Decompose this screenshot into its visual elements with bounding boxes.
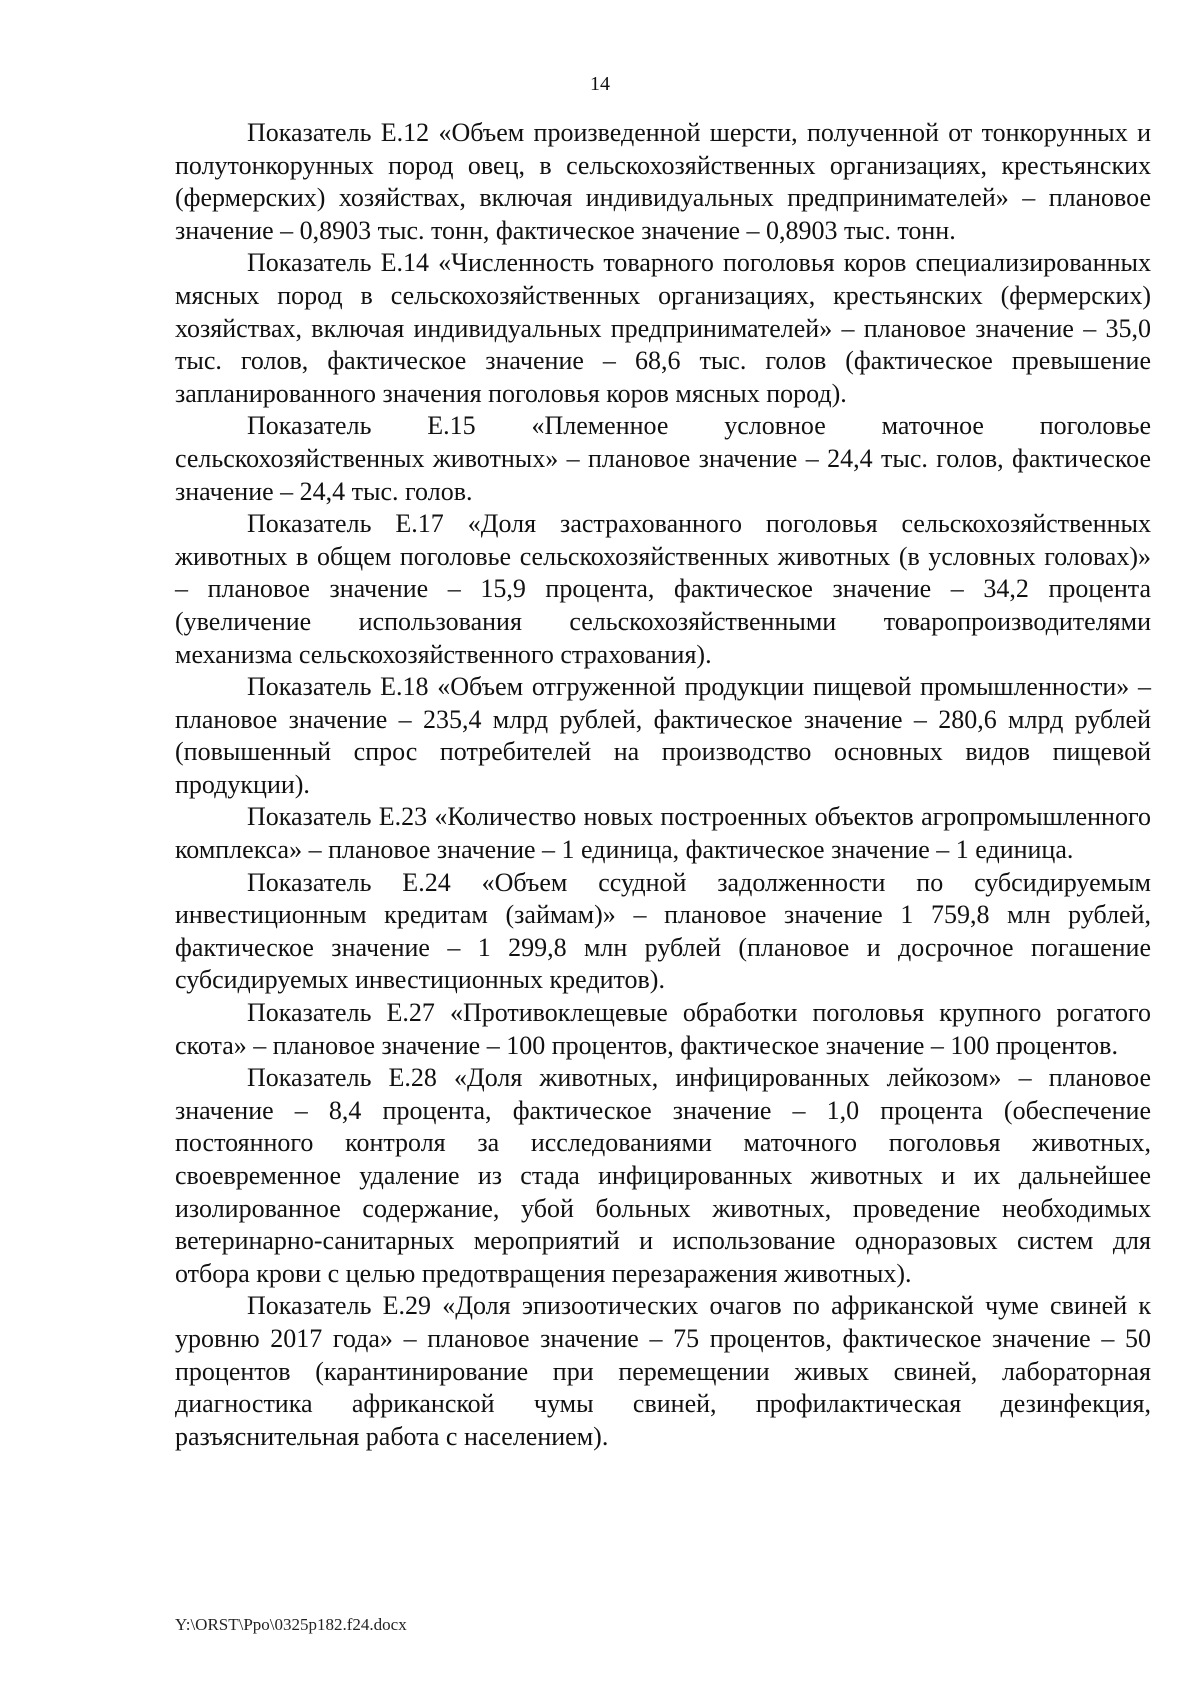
page-number: 14 [590, 73, 610, 95]
paragraph-e29: Показатель Е.29 «Доля эпизоотических очагов по африканской чуме свиней к уровню 2017 года» – плановое значение – 75 процентов, фактическое значение – 50 процентов (карантинирование при перемещении живых свиней, лабораторная диагностика африканской чумы свиней, профилактическая дезинфекция, разъяснительная работа с населением). [175, 1291, 1151, 1451]
paragraph-e24: Показатель Е.24 «Объем ссудной задолженности по субсидируемым инвестиционным кредитам (займам)» – плановое значение 1 759,8 млн рублей, фактическое значение – 1 299,8 млн рублей (плановое и досрочное погашение субсидируемых инвестиционных кредитов). [175, 867, 1151, 995]
paragraph-e23: Показатель Е.23 «Количество новых построенных объектов агропромышленного комплекса» – плановое значение – 1 единица, фактическое значение – 1 единица. [175, 802, 1151, 865]
paragraph-e27: Показатель Е.27 «Противоклещевые обработки поголовья крупного рогатого скота» – плановое значение – 100 процентов, фактическое значение – 100 процентов. [175, 998, 1151, 1060]
paragraph-e17: Показатель Е.17 «Доля застрахованного поголовья сельскохозяйственных животных в общем поголовье сельскохозяйственных животных (в условных головах)» – плановое значение – 15,9 процента, фактическое значение – 34,2 процента (увеличение использования сельскохозяйственными товаропроизводителями механизма сельскохозяйственного страхования). [175, 509, 1151, 669]
paragraph-e28: Показатель Е.28 «Доля животных, инфицированных лейкозом» – плановое значение – 8,4 процента, фактическое значение – 1,0 процента (обеспечение постоянного контроля за исследованиями маточного поголовья животных, своевременное удаление из стада инфицированных животных и их дальнейшее изолированное содержание, убой больных животных, проведение необходимых ветеринарно-санитарных мероприятий и использование одноразовых систем для отбора крови с целью предотвращения перезаражения животных). [175, 1063, 1151, 1288]
document-body [175, 117, 1151, 1453]
footer-file-path: Y:\ORST\Ppo\0325p182.f24.docx [175, 1615, 407, 1634]
paragraph-e14: Показатель Е.14 «Численность товарного поголовья коров специализированных мясных пород в сельскохозяйственных организациях, крестьянских (фермерских) хозяйствах, включая индивидуальных предпринимателей» – плановое значение – 35,0 тыс. голов, фактическое значение – 68,6 тыс. голов (фактическое превышение запланированного значения поголовья коров мясных пород). [175, 248, 1151, 408]
paragraph-e15: Показатель Е.15 «Племенное условное маточное поголовье сельскохозяйственных животных» – плановое значение – 24,4 тыс. голов, фактическое значение – 24,4 тыс. голов. [175, 411, 1151, 506]
paragraph-e18: Показатель Е.18 «Объем отгруженной продукции пищевой промышленности» – плановое значение – 235,4 млрд рублей, фактическое значение – 280,6 млрд рублей (повышенный спрос потребителей на производство основных видов пищевой продукции). [175, 672, 1151, 799]
paragraph-e12: Показатель Е.12 «Объем произведенной шерсти, полученной от тонкорунных и полутонкорунных пород овец, в сельскохозяйственных организациях, крестьянских (фермерских) хозяйствах, включая индивидуальных предпринимателей» – плановое значение – 0,8903 тыс. тонн, фактическое значение – 0,8903 тыс. тонн. [175, 118, 1151, 245]
